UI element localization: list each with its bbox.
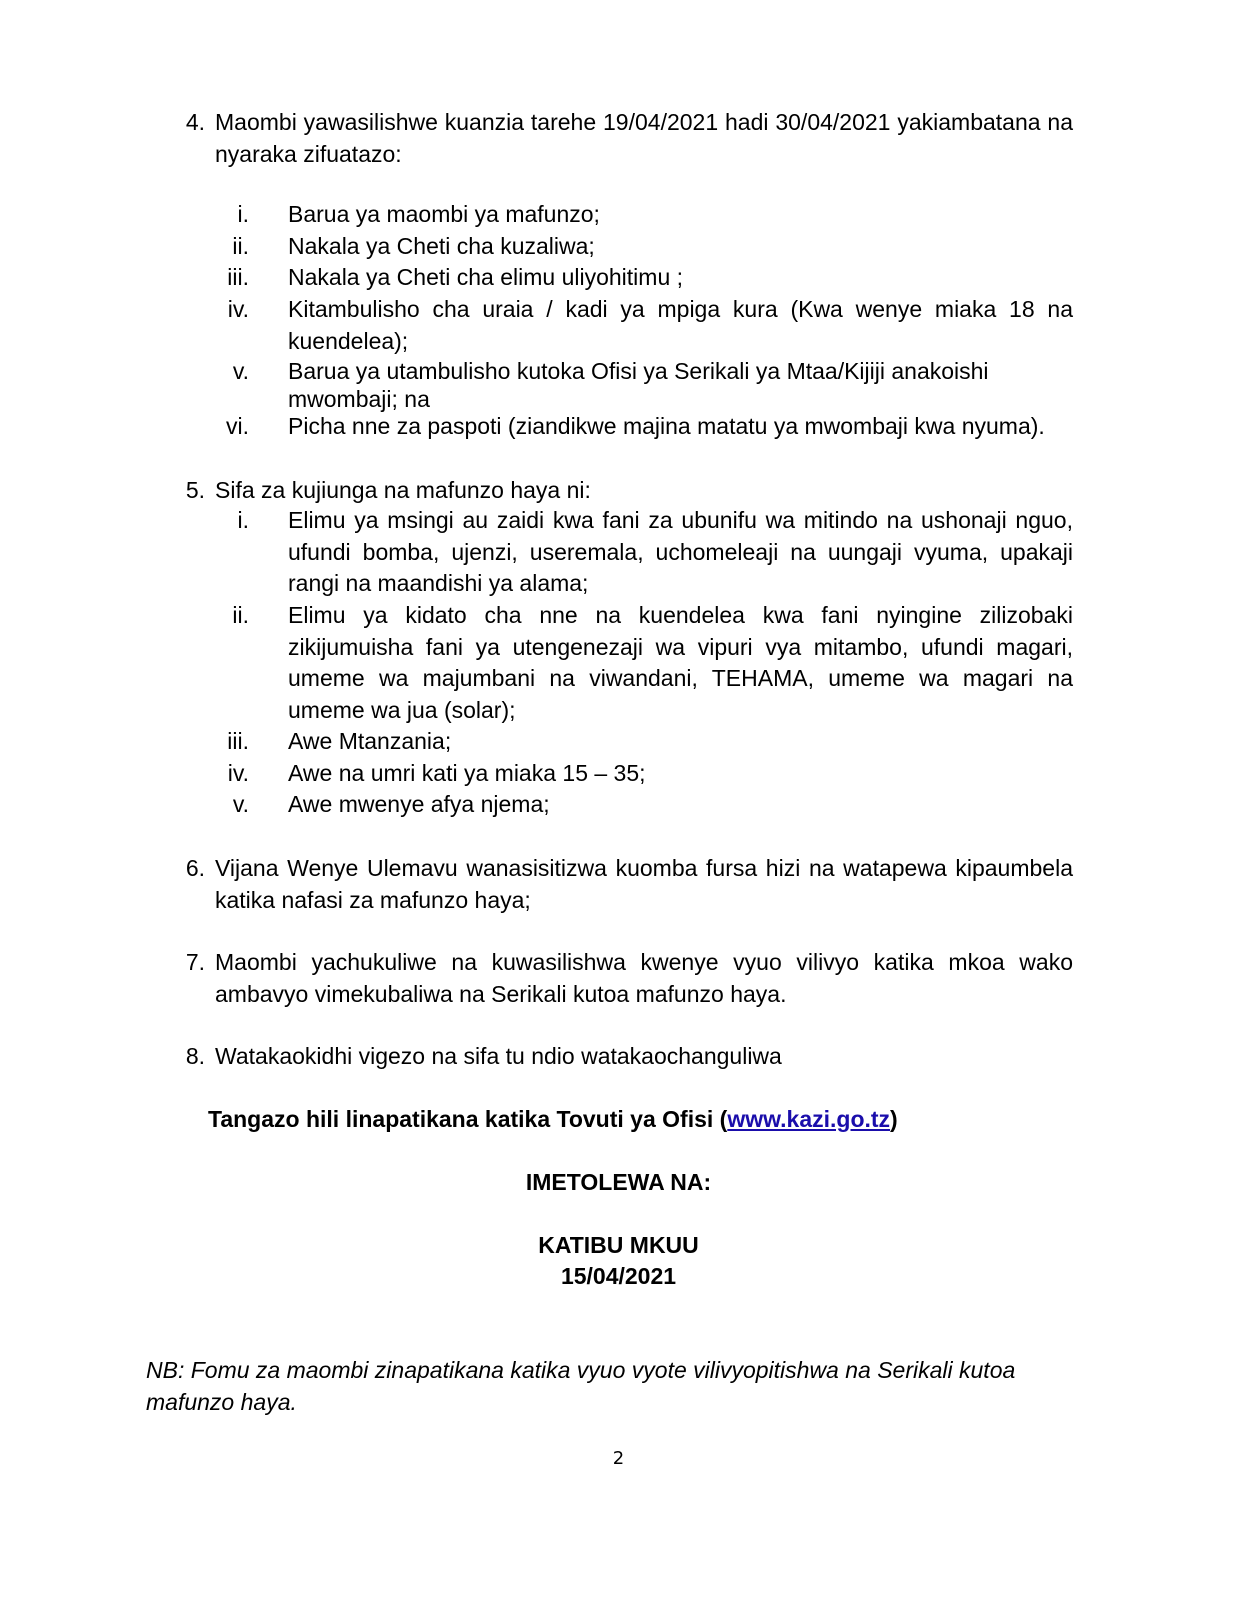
website-link[interactable]: www.kazi.go.tz xyxy=(727,1106,891,1132)
sub-item-text: Awe na umri kati ya miaka 15 – 35; xyxy=(288,760,646,786)
item-number: 7. xyxy=(185,949,205,975)
page-number: 2 xyxy=(612,1448,625,1469)
issued-by-heading: IMETOLEWA NA: xyxy=(525,1169,712,1195)
sub-item-number: iv. xyxy=(227,296,249,322)
sub-item-text: Awe mwenye afya njema; xyxy=(288,791,550,817)
sub-item-text: Barua ya maombi ya mafunzo; xyxy=(288,201,600,227)
item-text: Maombi yawasilishwe kuanzia tarehe 19/04/2021 hadi 30/04/2021 yakiambatana na nyaraka zifuatazo: xyxy=(215,109,1073,167)
sub-item-text: Kitambulisho cha uraia / kadi ya mpiga kura (Kwa wenye miaka 18 na kuendelea); xyxy=(288,296,1073,354)
sub-item-text: Barua ya utambulisho kutoka Ofisi ya Serikali ya Mtaa/Kijiji anakoishi mwombaji; na xyxy=(288,358,989,412)
sub-item-text: Nakala ya Cheti cha kuzaliwa; xyxy=(288,233,595,259)
item-text: Maombi yachukuliwe na kuwasilishwa kwenye vyuo vilivyo katika mkoa wako ambavyo vimekubaliwa na Serikali kutoa mafunzo haya. xyxy=(215,949,1073,1007)
sub-item-text: Elimu ya msingi au zaidi kwa fani za ubunifu wa mitindo na ushonaji nguo, ufundi bomba, ujenzi, useremala, uchomeleaji na uungaji vyuma, upakaji rangi na maandishi ya alama; xyxy=(288,507,1073,596)
website-notice xyxy=(208,1103,1108,1135)
sub-item-number: v. xyxy=(232,358,249,384)
sub-item-number: vi. xyxy=(226,413,249,439)
sub-item-number: iii. xyxy=(227,264,249,290)
item-text: Vijana Wenye Ulemavu wanasisitizwa kuomba fursa hizi na watapewa kipaumbela katika nafasi za mafunzo haya; xyxy=(215,855,1073,913)
sub-item-text: Elimu ya kidato cha nne na kuendelea kwa fani nyingine zilizobaki zikijumuisha fani ya utengenezaji wa vipuri vya mitambo, ufundi magari, umeme wa majumbani na viwandani, TEHAMA, umeme wa magari na umeme wa jua (solar); xyxy=(288,602,1073,723)
sub-item-number: i. xyxy=(237,201,249,227)
item-text: Watakaokidhi vigezo na sifa tu ndio watakaochanguliwa xyxy=(215,1043,782,1069)
item-number: 8. xyxy=(185,1043,205,1069)
issue-date: 15/04/2021 xyxy=(560,1263,677,1289)
notice-suffix: ) xyxy=(890,1106,898,1132)
sub-item-number: v. xyxy=(232,791,249,817)
item-number: 4. xyxy=(185,109,205,135)
item-number: 6. xyxy=(185,855,205,881)
sub-item-number: iv. xyxy=(227,760,249,786)
item-number: 5. xyxy=(185,477,205,503)
item-text: Sifa za kujiunga na mafunzo haya ni: xyxy=(215,477,591,503)
sub-item-number: iii. xyxy=(227,728,249,754)
sub-item-number: ii. xyxy=(232,602,249,628)
signatory-title: KATIBU MKUU xyxy=(538,1232,699,1258)
sub-item-number: i. xyxy=(237,507,249,533)
sub-item-text: Awe Mtanzania; xyxy=(288,728,452,754)
sub-item-text: Nakala ya Cheti cha elimu uliyohitimu ; xyxy=(288,264,684,290)
sub-item-text: Picha nne za paspoti (ziandikwe majina matatu ya mwombaji kwa nyuma). xyxy=(288,413,1045,439)
sub-item-number: ii. xyxy=(232,233,249,259)
notice-prefix: Tangazo hili linapatikana katika Tovuti ya Ofisi ( xyxy=(208,1106,728,1132)
nb-note: NB: Fomu za maombi zinapatikana katika vyuo vyote vilivyopitishwa na Serikali kutoa mafunzo haya. xyxy=(146,1357,1016,1415)
